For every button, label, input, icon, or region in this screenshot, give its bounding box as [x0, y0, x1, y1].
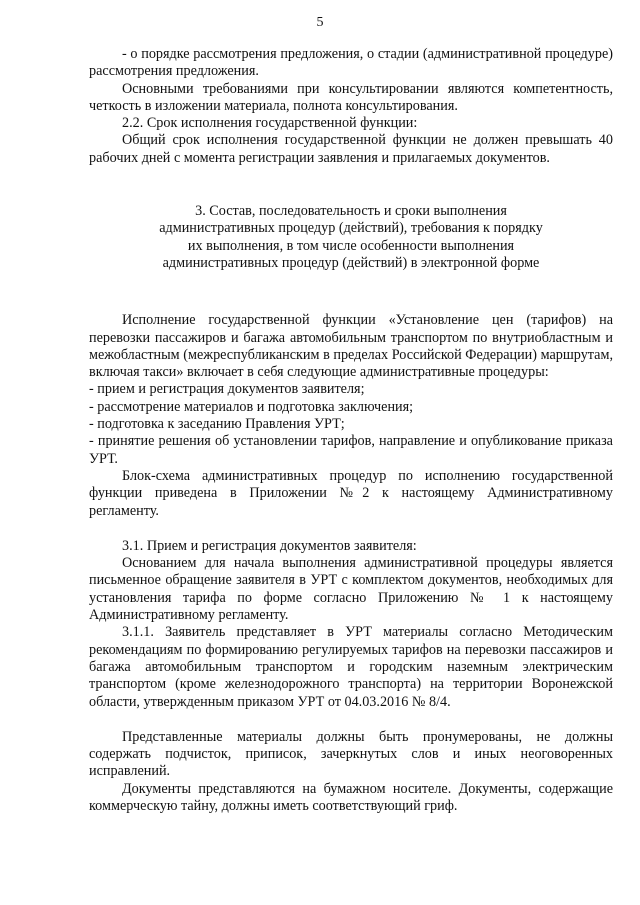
- procedure-item: - прием и регистрация документов заявителя;: [89, 381, 365, 398]
- section-title-line: административных процедур (действий) в электронной форме: [162, 254, 540, 271]
- document-body: [89, 46, 613, 815]
- section-title-line: 3. Состав, последовательность и сроки выполнения: [195, 203, 507, 220]
- section-3-title: [89, 203, 613, 272]
- page-number: 5: [316, 15, 324, 30]
- paragraph-deadline-heading: 2.2. Срок исполнения государственной функции:: [122, 115, 418, 132]
- paragraph-paper-carrier: Документы представляются на бумажном носителе. Документы, содержащие коммерческую тайну, должны иметь соответствующий гриф.: [89, 780, 613, 814]
- paragraph-materials-numbered: Представленные материалы должны быть пронумерованы, не должны содержать подчисток, приписок, зачеркнутых слов и иных неоговоренных исправлений.: [89, 728, 613, 780]
- section-title-line: административных процедур (действий), требования к порядку: [159, 220, 543, 237]
- paragraph-3-1-1: 3.1.1. Заявитель представляет в УРТ материалы согласно Методическим рекомендациям по формированию регулируемых тарифов на перевозки пассажиров и багажа автомобильным транспортом и городским наземным электрическим транспортом (кроме железнодорожного транспорта) на территории Воронежской области, утвержденным приказом УРТ от 04.03.2016 № 8/4.: [89, 624, 613, 710]
- paragraph-deadline: Общий срок исполнения государственной функции не должен превышать 40 рабочих дней с момента регистрации заявления и прилагаемых документов.: [89, 132, 613, 166]
- paragraph-function-intro: Исполнение государственной функции «Установление цен (тарифов) на перевозки пассажиров и багажа автомобильным транспортом по внутриобластным и межобластным (межреспубликанским в пределах Российской Федерации) маршрутам, включая такси» включает в себя следующие административные процедуры:: [89, 312, 613, 381]
- procedure-item: - принятие решения об установлении тарифов, направление и опубликование приказа УРТ.: [89, 433, 613, 467]
- paragraph-consulting-requirements: Основными требованиями при консультировании являются компетентность, четкость в изложении материала, полнота консультирования.: [89, 80, 613, 114]
- paragraph-block-scheme: Блок-схема административных процедур по исполнению государственной функции приведена в Приложении №2 к настоящему Административному регламенту.: [89, 467, 613, 519]
- procedure-item: - подготовка к заседанию Правления УРТ;: [89, 416, 345, 433]
- section-title-line: их выполнения, в том числе особенности выполнения: [187, 237, 515, 254]
- paragraph-basis: Основанием для начала выполнения административной процедуры является письменное обращение заявителя в УРТ с комплектом документов, необходимых для установления тарифа по форме согласно Приложению № 1 к настоящему Административному регламенту.: [89, 555, 613, 624]
- paragraph-stage-info: - о порядке рассмотрения предложения, о стадии (административной процедуре) рассмотрения предложения.: [89, 46, 613, 80]
- procedure-item: - рассмотрение материалов и подготовка заключения;: [89, 398, 414, 415]
- subsection-3-1-title: 3.1. Прием и регистрация документов заявителя:: [122, 537, 417, 554]
